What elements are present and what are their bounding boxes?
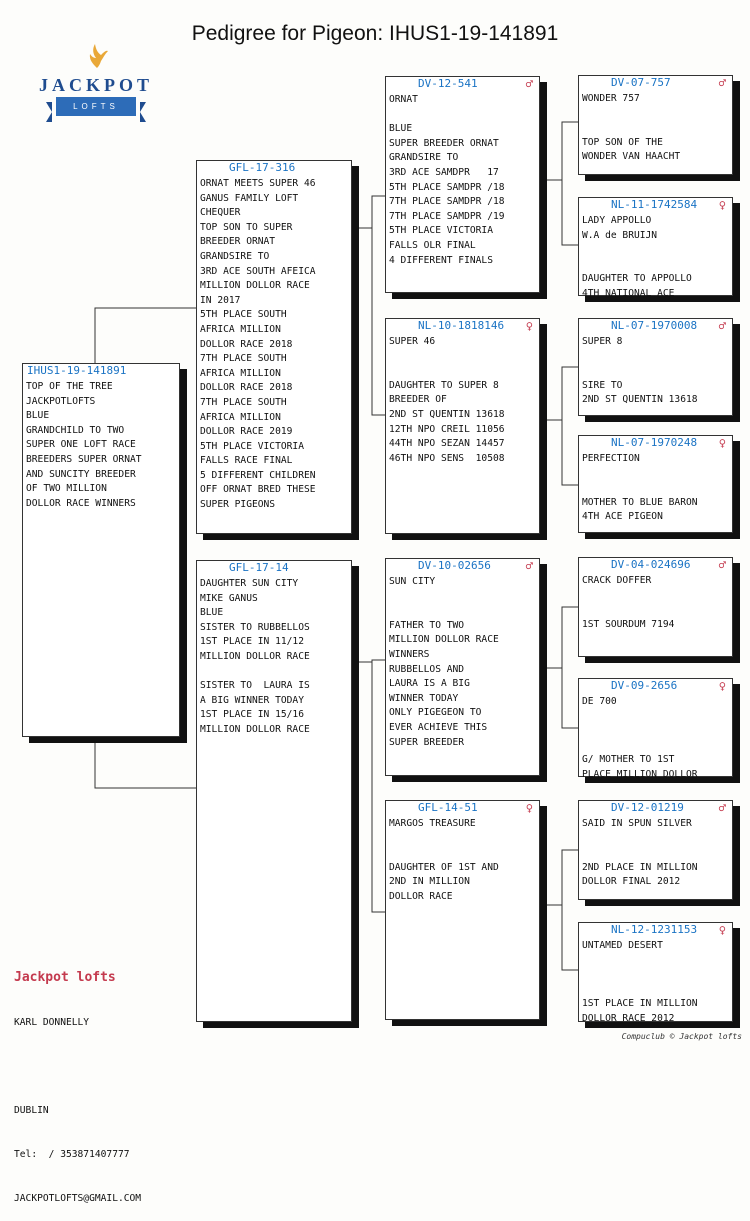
male-icon: ♂ [525, 77, 533, 91]
gen2-sire-card [196, 160, 352, 534]
male-icon: ♂ [718, 76, 726, 90]
pigeon-details: TOP OF THE TREE JACKPOTLOFTS BLUE GRANDCHILD TO TWO SUPER ONE LOFT RACE BREEDERS SUPER ORNAT AND SUNCITY BREEDER OF TWO MILLION DOLLOR RACE WINNERS [26, 381, 142, 509]
pigeon-details: DAUGHTER SUN CITY MIKE GANUS BLUE SISTER TO RUBBELLOS 1ST PLACE IN 11/12 MILLION DOLLOR RACE SISTER TO LAURA IS A BIG WINNER TODAY 1ST PLACE IN 15/16 MILLION DOLLOR RACE [200, 578, 310, 735]
male-icon: ♂ [718, 558, 726, 572]
loft-name: Jackpot lofts [14, 970, 116, 986]
gen3-card [385, 76, 540, 293]
gen4-card [578, 678, 733, 780]
ring-number: GFL-17-14 [229, 561, 289, 574]
gen4-card [578, 800, 733, 900]
contact-footer [14, 940, 141, 1221]
pigeon-details: SUPER 8 SIRE TO 2ND ST QUENTIN 13618 [582, 336, 698, 406]
page-title: Pedigree for Pigeon: IHUS1-19-141891 [191, 22, 559, 45]
logo-banner: LOFTS [56, 97, 136, 116]
ring-number: DV-04-024696 [611, 558, 691, 571]
female-icon: ♀ [525, 801, 533, 815]
pigeon-details: SUPER 46 DAUGHTER TO SUPER 8 BREEDER OF 2ND ST QUENTIN 13618 12TH NPO CREIL 11056 44TH NPO SEZAN 14457 46TH NPO SENS 10508 [389, 336, 505, 464]
pigeon-details: SAID IN SPUN SILVER 2ND PLACE IN MILLION DOLLOR FINAL 2012 [582, 818, 698, 888]
male-icon: ♂ [718, 319, 726, 333]
pigeon-details: ORNAT MEETS SUPER 46 GANUS FAMILY LOFT CHEQUER TOP SON TO SUPER BREEDER ORNAT GRANDSIRE TO 3RD ACE SOUTH AFEICA MILLION DOLLOR RACE IN 2017 5TH PLACE SOUTH AFRICA MILLION DOLLOR RACE 2018 7TH PLACE SOUTH AFRICA MILLION DOLLOR RACE 2018 7TH PLACE SOUTH AFRICA MILLION DOLLOR RACE 2019 5TH PLACE VICTORIA FALLS RACE FINAL 5 DIFFERENT CHILDREN OFF ORNAT BRED THESE SUPER PIGEONS [200, 178, 316, 511]
ring-number: DV-10-02656 [418, 559, 491, 572]
pigeon-details: CRACK DOFFER 1ST SOURDUM 7194 [582, 575, 675, 630]
gen2-dam-card [196, 560, 352, 1022]
gen4-card [578, 557, 733, 657]
software-credit: Compuclub © Jackpot lofts [621, 1032, 742, 1041]
gen3-card [385, 800, 540, 1020]
gen4-card [578, 922, 733, 1022]
pigeon-details: WONDER 757 TOP SON OF THE WONDER VAN HAACHT [582, 93, 681, 163]
pigeon-details: PERFECTION MOTHER TO BLUE BARON 4TH ACE PIGEON [582, 453, 698, 523]
gen4-card [578, 435, 733, 533]
email: JACKPOTLOFTS@GMAIL.COM [14, 1192, 142, 1204]
city: DUBLIN [14, 1104, 49, 1116]
ring-number: NL-07-1970008 [611, 319, 698, 332]
gen3-card [385, 558, 540, 776]
ring-number: NL-10-1818146 [418, 319, 505, 332]
ring-number: IHUS1-19-141891 [27, 364, 127, 377]
ring-number: DV-09-2656 [611, 679, 678, 692]
pigeon-details: LADY APPOLLO W.A de BRUIJN DAUGHTER TO APPOLLO 4TH NATIONAL ACE [582, 215, 692, 299]
ring-number: DV-07-757 [611, 76, 671, 89]
male-icon: ♂ [718, 801, 726, 815]
gen1-subject-card [22, 363, 180, 737]
ring-number: DV-12-01219 [611, 801, 684, 814]
pigeon-details: ORNAT BLUE SUPER BREEDER ORNAT GRANDSIRE TO 3RD ACE SAMDPR 17 5TH PLACE SAMDPR /18 7TH PLACE SAMDPR /18 7TH PLACE SAMDPR /19 5TH PLACE VICTORIA FALLS OLR FINAL 4 DIFFERENT FINALS [389, 94, 505, 266]
ring-number: GFL-17-316 [229, 161, 296, 174]
logo-brand: JACKPOT [38, 75, 153, 95]
gen4-card [578, 318, 733, 416]
male-icon: ♂ [525, 559, 533, 573]
gen4-card [578, 75, 733, 175]
ring-number: GFL-14-51 [418, 801, 478, 814]
female-icon: ♀ [525, 319, 533, 333]
ring-number: NL-07-1970248 [611, 436, 698, 449]
female-icon: ♀ [718, 923, 726, 937]
pigeon-details: UNTAMED DESERT 1ST PLACE IN MILLION DOLLOR RACE 2012 [582, 940, 698, 1024]
gen3-card [385, 318, 540, 534]
female-icon: ♀ [718, 679, 726, 693]
owner-name: KARL DONNELLY [14, 1017, 90, 1029]
pigeon-details: DE 700 G/ MOTHER TO 1ST PLACE MILLION DOLLOR [582, 696, 698, 780]
ring-number: NL-12-1231153 [611, 923, 698, 936]
gen4-card [578, 197, 733, 299]
female-icon: ♀ [718, 198, 726, 212]
ring-number: NL-11-1742584 [611, 198, 698, 211]
pigeon-details: MARGOS TREASURE DAUGHTER OF 1ST AND 2ND IN MILLION DOLLOR RACE [389, 818, 499, 902]
ring-number: DV-12-541 [418, 77, 478, 90]
phone: Tel: / 353871407777 [14, 1148, 130, 1160]
female-icon: ♀ [718, 436, 726, 450]
pigeon-details: SUN CITY FATHER TO TWO MILLION DOLLOR RACE WINNERS RUBBELLOS AND LAURA IS A BIG WINNER TODAY ONLY PIGEGEON TO EVER ACHIEVE THIS SUPER BREEDER [389, 576, 499, 748]
